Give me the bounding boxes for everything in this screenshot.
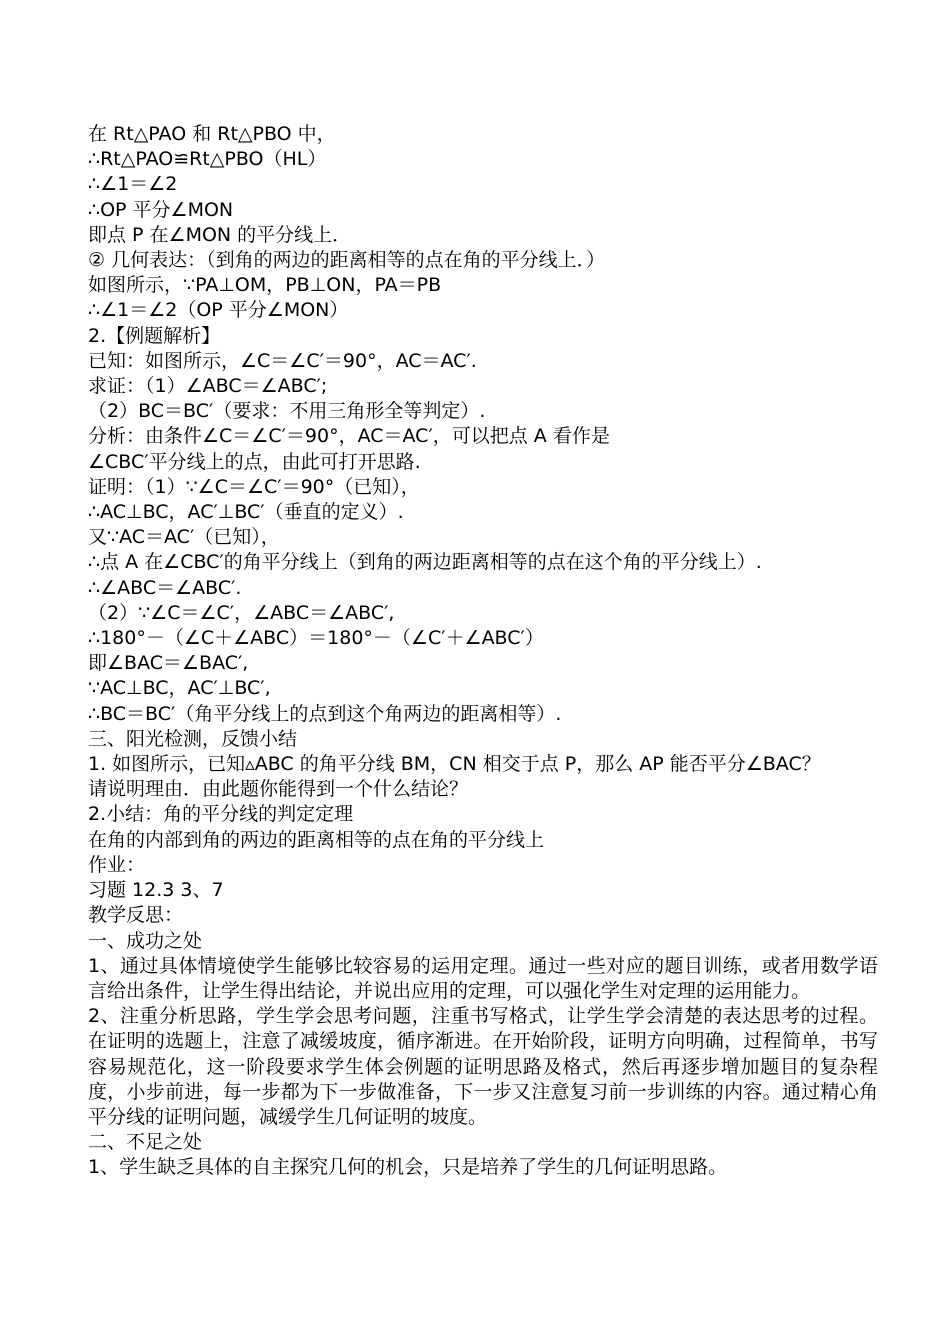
- section-heading: 三、阳光检测，反馈小结: [88, 727, 298, 750]
- text-line: 2.小结：角的平分线的判定定理: [88, 803, 354, 826]
- text-line: 分析：由条件∠C＝∠C′＝90°，AC＝AC′，可以把点 A 看作是: [88, 425, 610, 448]
- text-line: ∠CBC′平分线上的点，由此可打开思路.: [88, 450, 421, 473]
- text-line: 作业：: [88, 853, 146, 876]
- text-line: 又∵AC＝AC′（已知），: [88, 526, 280, 549]
- text-line: ∴AC⊥BC，AC′⊥BC′（垂直的定义）.: [88, 501, 404, 524]
- reflection-paragraph: 2、注重分析思路，学生学会思考问题，注重书写格式，让学生学会清楚的表达思考的过程。在证明的选题上，注意了减缓坡度，循序渐进。在开始阶段，证明方向明确，过程简单，书写容易规范化，这一阶段要求学生体会例题的证明思路及格式，然后再逐步增加题目的复杂程度，小步前进，每一步都为下一步做准备，下一步又注意复习前一步训练的内容。通过精心角平分线的证明问题，减缓学生几何证明的坡度。: [88, 1005, 878, 1128]
- document-body: [88, 122, 878, 1181]
- text-line: 已知：如图所示，∠C＝∠C′＝90°，AC＝AC′.: [88, 349, 477, 372]
- text-line: ② 几何表达：（到角的两边的距离相等的点在角的平分线上．）: [88, 249, 606, 272]
- text-line: 即∠BAC＝∠BAC′,: [88, 652, 249, 675]
- section-heading: 二、不足之处: [88, 1131, 203, 1154]
- text-line: 求证：（1）∠ABC＝∠ABC′;: [88, 375, 328, 398]
- text-line: ∴OP 平分∠MON: [88, 198, 234, 221]
- text-line: 在角的内部到角的两边的距离相等的点在角的平分线上: [88, 828, 545, 851]
- text-line: （2）∵∠C＝∠C′，∠ABC＝∠ABC′,: [88, 601, 395, 624]
- text-line: 1. 如图所示，已知▵ABC 的角平分线 BM，CN 相交于点 P，那么 AP 能否平分∠BAC？: [88, 753, 821, 776]
- text-line: 请说明理由．由此题你能得到一个什么结论？: [88, 778, 469, 801]
- text-line: 习题 12.3 3、7: [88, 879, 224, 902]
- text-line: ∴∠ABC＝∠ABC′.: [88, 576, 242, 599]
- text-line: ∴点 A 在∠CBC′的角平分线上（到角的两边距离相等的点在这个角的平分线上）.: [88, 551, 762, 574]
- reflection-paragraph: 1、通过具体情境使学生能够比较容易的运用定理。通过一些对应的题目训练，或者用数学语言给出条件，让学生得出结论，并说出应用的定理，可以强化学生对定理的运用能力。: [88, 954, 878, 1002]
- text-line: ∴∠1＝∠2（OP 平分∠MON）: [88, 299, 349, 322]
- text-line: 如图所示，∵PA⊥OM，PB⊥ON，PA＝PB: [88, 274, 442, 297]
- text-line: ∴BC＝BC′（角平分线上的点到这个角两边的距离相等）.: [88, 702, 562, 725]
- section-heading: 2.【例题解析】: [88, 324, 221, 347]
- text-line: 在 Rt△PAO 和 Rt△PBO 中，: [88, 123, 336, 145]
- text-line: 证明：（1）∵∠C＝∠C′＝90°（已知），: [88, 475, 420, 498]
- text-line: ∴Rt△PAO≌Rt△PBO（HL）: [88, 148, 327, 171]
- text-line: 即点 P 在∠MON 的平分线上．: [88, 223, 352, 246]
- text-line: ∴180°－（∠C＋∠ABC）＝180°－（∠C′＋∠ABC′）: [88, 627, 544, 650]
- section-heading: 一、成功之处: [88, 929, 203, 952]
- text-line: （2）BC＝BC′（要求：不用三角形全等判定）.: [88, 400, 486, 423]
- text-line: ∴∠1＝∠2: [88, 173, 178, 196]
- text-line: 1、学生缺乏具体的自主探究几何的机会，只是培养了学生的几何证明思路。: [88, 1156, 728, 1179]
- text-line: 教学反思：: [88, 904, 184, 927]
- text-line: ∵AC⊥BC，AC′⊥BC′,: [88, 677, 271, 700]
